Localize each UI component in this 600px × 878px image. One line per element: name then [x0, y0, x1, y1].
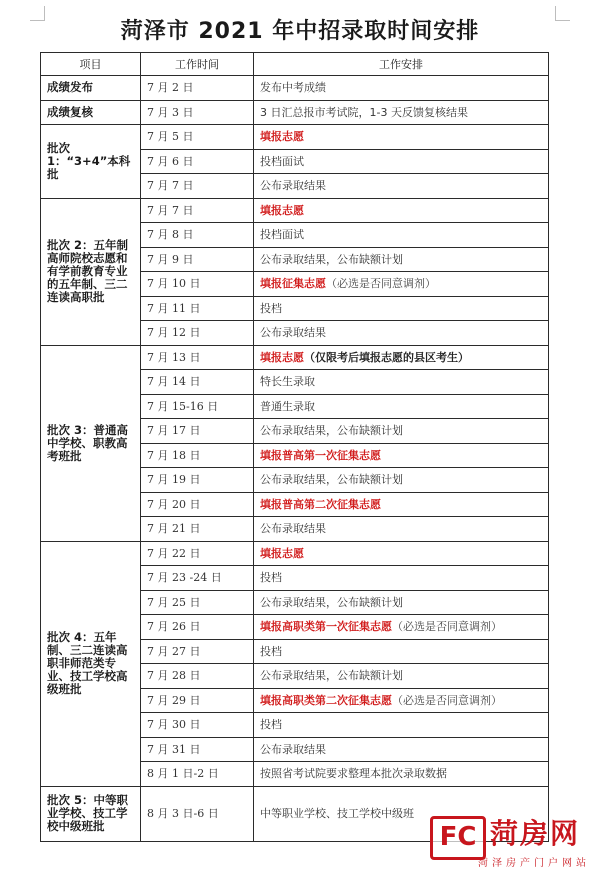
arrangement-note: （必选是否同意调剂）: [392, 620, 502, 634]
work-date-cell: 7 月 18 日: [141, 443, 254, 468]
work-date-cell: 7 月 29 日: [141, 688, 254, 713]
batch-name-cell: 批次 1：“3+4”本科批: [41, 125, 141, 199]
work-arrangement-cell: [254, 517, 549, 542]
work-date-cell: 7 月 20 日: [141, 492, 254, 517]
work-arrangement-cell: [254, 762, 549, 787]
arrangement-text: 公布录取结果: [260, 742, 326, 756]
work-date-cell: 7 月 7 日: [141, 174, 254, 199]
work-arrangement-cell: [254, 419, 549, 444]
work-arrangement-cell: [254, 370, 549, 395]
work-arrangement-cell: [254, 321, 549, 346]
work-date-cell: 7 月 26 日: [141, 615, 254, 640]
table-row: [41, 76, 549, 101]
table-header-row: [41, 53, 549, 76]
arrangement-text: 公布录取结果: [260, 326, 326, 340]
batch-name-cell: 批次 5：中等职业学校、技工学校中级班批: [41, 786, 141, 841]
arrangement-text: 按照省考试院要求整理本批次录取数据: [260, 767, 447, 781]
header-arrangement: 工作安排: [254, 53, 549, 76]
arrangement-text: 投档: [260, 644, 282, 658]
schedule-table: [40, 52, 549, 842]
batch-name-cell: 批次 2：五年制高师院校志愿和有学前教育专业的五年制、三二连读高职批: [41, 198, 141, 345]
batch-name-cell: 批次 4：五年制、三二连读高职非师范类专业、技工学校高级班批: [41, 541, 141, 786]
work-date-cell: 7 月 8 日: [141, 223, 254, 248]
work-arrangement-cell: [254, 492, 549, 517]
work-date-cell: 7 月 27 日: [141, 639, 254, 664]
work-date-cell: 7 月 2 日: [141, 76, 254, 101]
work-date-cell: 7 月 28 日: [141, 664, 254, 689]
work-date-cell: 7 月 9 日: [141, 247, 254, 272]
arrangement-text: 填报征集志愿: [260, 277, 326, 291]
arrangement-text: 公布录取结果，公布缺额计划: [260, 473, 403, 487]
work-date-cell: 7 月 12 日: [141, 321, 254, 346]
arrangement-text: 填报高职类第一次征集志愿: [260, 620, 392, 634]
work-date-cell: 7 月 13 日: [141, 345, 254, 370]
work-arrangement-cell: [254, 713, 549, 738]
work-arrangement-cell: [254, 541, 549, 566]
site-watermark: [430, 816, 590, 869]
arrangement-text: 投档面试: [260, 228, 304, 242]
document-title: 菏泽市 2021 年中招录取时间安排: [120, 19, 480, 44]
work-arrangement-cell: [254, 296, 549, 321]
arrangement-text: 公布录取结果，公布缺额计划: [260, 424, 403, 438]
work-date-cell: 7 月 10 日: [141, 272, 254, 297]
work-date-cell: 8 月 1 日-2 日: [141, 762, 254, 787]
work-arrangement-cell: [254, 394, 549, 419]
work-date-cell: 7 月 14 日: [141, 370, 254, 395]
arrangement-text: 普通生录取: [260, 399, 315, 413]
batch-name-cell: 成绩发布: [41, 76, 141, 101]
work-date-cell: 7 月 23 -24 日: [141, 566, 254, 591]
work-date-cell: 7 月 31 日: [141, 737, 254, 762]
work-arrangement-cell: [254, 664, 549, 689]
work-arrangement-cell: [254, 149, 549, 174]
work-arrangement-cell: [254, 468, 549, 493]
work-arrangement-cell: [254, 272, 549, 297]
arrangement-text: 投档面试: [260, 154, 304, 168]
table-row: [41, 541, 549, 566]
work-arrangement-cell: [254, 566, 549, 591]
work-arrangement-cell: [254, 737, 549, 762]
arrangement-text: 发布中考成绩: [260, 81, 326, 95]
arrangement-text: 填报志愿: [260, 546, 304, 560]
work-arrangement-cell: [254, 590, 549, 615]
work-arrangement-cell: [254, 174, 549, 199]
header-time: 工作时间: [141, 53, 254, 76]
work-date-cell: 7 月 5 日: [141, 125, 254, 150]
arrangement-text: 填报普高第二次征集志愿: [260, 497, 381, 511]
work-arrangement-cell: [254, 639, 549, 664]
table-row: [41, 100, 549, 125]
arrangement-text: 填报高职类第二次征集志愿: [260, 693, 392, 707]
arrangement-text: 投档: [260, 301, 282, 315]
work-arrangement-cell: [254, 443, 549, 468]
watermark-site-name: 菏房网: [490, 817, 581, 850]
work-date-cell: 7 月 30 日: [141, 713, 254, 738]
work-date-cell: 7 月 25 日: [141, 590, 254, 615]
work-date-cell: 7 月 21 日: [141, 517, 254, 542]
arrangement-text: 公布录取结果，公布缺额计划: [260, 669, 403, 683]
table-row: [41, 345, 549, 370]
work-date-cell: 7 月 3 日: [141, 100, 254, 125]
watermark-subtitle: 菏泽房产门户网站: [478, 858, 590, 869]
work-arrangement-cell: [254, 76, 549, 101]
fc-logo-icon: FC: [430, 816, 486, 860]
work-date-cell: 7 月 22 日: [141, 541, 254, 566]
arrangement-text: 3 日汇总报市考试院，1-3 天反馈复核结果: [260, 105, 468, 119]
arrangement-text: 投档: [260, 718, 282, 732]
arrangement-text: 填报志愿: [260, 203, 304, 217]
work-arrangement-cell: [254, 198, 549, 223]
arrangement-note: （必选是否同意调剂）: [326, 277, 436, 291]
work-arrangement-cell: [254, 688, 549, 713]
work-arrangement-cell: [254, 223, 549, 248]
arrangement-text: 公布录取结果，公布缺额计划: [260, 252, 403, 266]
arrangement-text: 公布录取结果: [260, 522, 326, 536]
arrangement-text: 特长生录取: [260, 375, 315, 389]
table-row: [41, 125, 549, 150]
table-row: [41, 198, 549, 223]
work-date-cell: 7 月 17 日: [141, 419, 254, 444]
work-arrangement-cell: [254, 125, 549, 150]
arrangement-text: 中等职业学校、技工学校中级班: [260, 807, 414, 820]
work-date-cell: 7 月 11 日: [141, 296, 254, 321]
arrangement-text: 公布录取结果: [260, 179, 326, 193]
work-date-cell: 8 月 3 日-6 日: [141, 786, 254, 841]
header-item: 项目: [41, 53, 141, 76]
arrangement-text: 公布录取结果，公布缺额计划: [260, 595, 403, 609]
work-date-cell: 7 月 15-16 日: [141, 394, 254, 419]
work-date-cell: 7 月 7 日: [141, 198, 254, 223]
batch-name-cell: 批次 3：普通高中学校、职教高考班批: [41, 345, 141, 541]
arrangement-text: 填报普高第一次征集志愿: [260, 448, 381, 462]
work-arrangement-cell: [254, 247, 549, 272]
arrangement-text: 填报志愿: [260, 130, 304, 144]
work-arrangement-cell: [254, 345, 549, 370]
arrangement-text: 填报志愿: [260, 350, 304, 364]
work-arrangement-cell: [254, 615, 549, 640]
work-date-cell: 7 月 19 日: [141, 468, 254, 493]
batch-name-cell: 成绩复核: [41, 100, 141, 125]
work-date-cell: 7 月 6 日: [141, 149, 254, 174]
arrangement-note: （仅限考后填报志愿的县区考生）: [304, 350, 469, 364]
work-arrangement-cell: [254, 100, 549, 125]
arrangement-note: （必选是否同意调剂）: [392, 693, 502, 707]
arrangement-text: 投档: [260, 571, 282, 585]
